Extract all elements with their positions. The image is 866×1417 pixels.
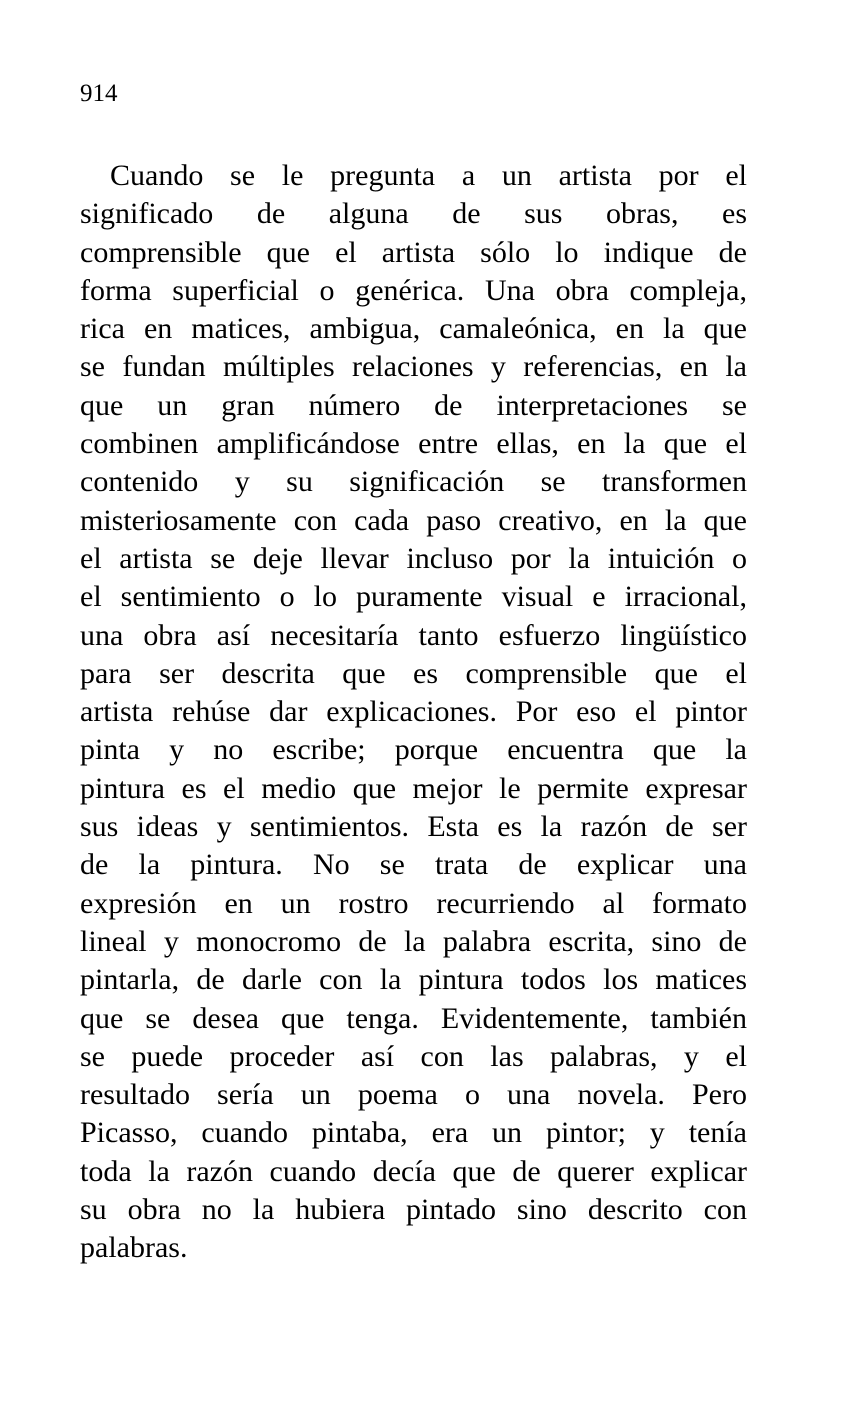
- text-line: se fundan múltiples relaciones y referencias, en la: [80, 350, 747, 384]
- text-line: se puede proceder así con las palabras, y el: [80, 1039, 747, 1073]
- text-line: comprensible que el artista sólo lo indique de: [80, 235, 747, 269]
- text-line: lineal y monocromo de la palabra escrita, sino de: [80, 924, 747, 958]
- text-line: toda la razón cuando decía que de querer explicar: [80, 1154, 747, 1188]
- page-number: 914: [80, 80, 118, 107]
- text-line: para ser descrita que es comprensible que el: [80, 656, 747, 690]
- text-line: de la pintura. No se trata de explicar una: [80, 848, 747, 882]
- body-paragraph: [80, 157, 747, 1268]
- text-line: resultado sería un poema o una novela. Pero: [80, 1078, 747, 1112]
- text-line: forma superficial o genérica. Una obra compleja,: [80, 273, 747, 307]
- text-line: pintura es el medio que mejor le permite expresar: [80, 771, 747, 805]
- text-line: el artista se deje llevar incluso por la intuición o: [80, 541, 747, 575]
- text-line: palabras.: [80, 1231, 188, 1265]
- text-line: misteriosamente con cada paso creativo, en la que: [80, 503, 747, 537]
- text-line: pinta y no escribe; porque encuentra que la: [80, 733, 747, 767]
- text-line: que un gran número de interpretaciones se: [80, 388, 747, 422]
- text-line: Picasso, cuando pintaba, era un pintor; y tenía: [80, 1116, 747, 1150]
- text-line: expresión en un rostro recurriendo al formato: [80, 886, 747, 920]
- text-line: el sentimiento o lo puramente visual e irracional,: [80, 580, 747, 614]
- text-line: significado de alguna de sus obras, es: [80, 197, 747, 231]
- text-line: su obra no la hubiera pintado sino descrito con: [80, 1193, 747, 1227]
- text-line: combinen amplificándose entre ellas, en la que el: [80, 427, 747, 461]
- text-line: contenido y su significación se transformen: [80, 465, 747, 499]
- text-line: artista rehúse dar explicaciones. Por eso el pintor: [80, 695, 747, 729]
- text-line: pintarla, de darle con la pintura todos los matices: [80, 963, 747, 997]
- text-line: que se desea que tenga. Evidentemente, también: [80, 1001, 747, 1035]
- text-line: Cuando se le pregunta a un artista por el: [110, 159, 747, 192]
- text-line: una obra así necesitaría tanto esfuerzo lingüístico: [80, 618, 747, 652]
- text-line: rica en matices, ambigua, camaleónica, en la que: [80, 312, 747, 346]
- text-line: sus ideas y sentimientos. Esta es la razón de ser: [80, 810, 747, 844]
